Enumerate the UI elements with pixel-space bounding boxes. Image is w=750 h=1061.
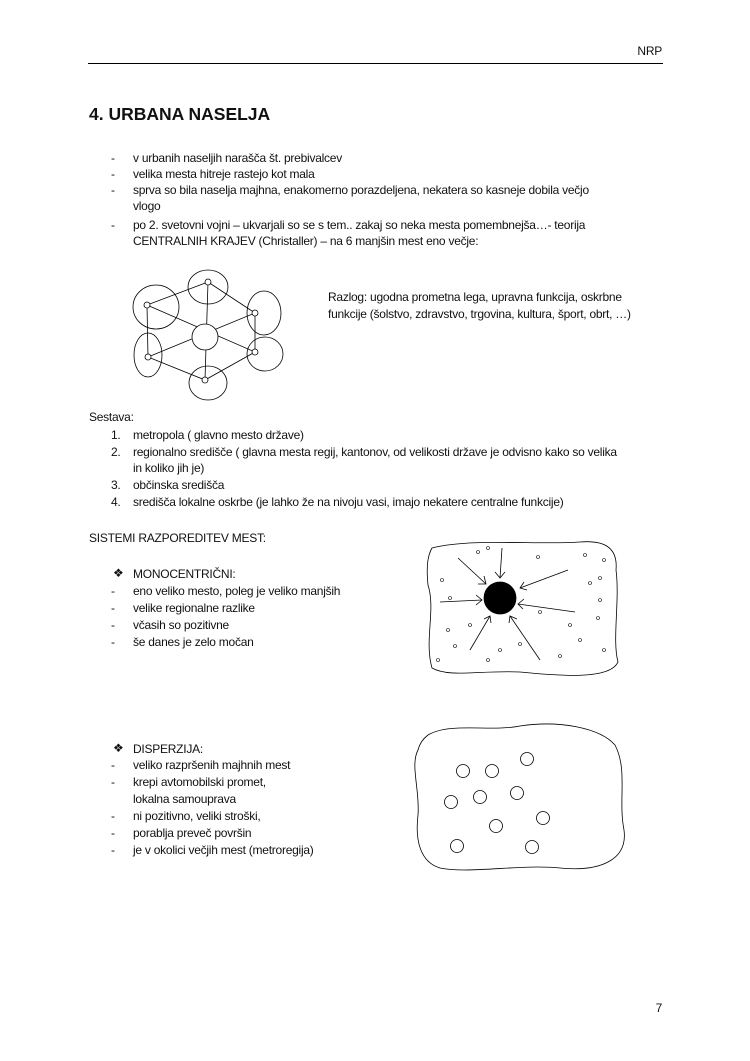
- list-item: je v okolici večjih mest (metroregija): [133, 843, 314, 857]
- bullet-dash: -: [111, 809, 115, 823]
- list-number: 2.: [111, 445, 121, 459]
- list-item: ni pozitivno, veliki stroški,: [133, 809, 261, 823]
- running-header: NRP: [637, 44, 662, 58]
- list-item: regionalno središče ( glavna mesta regij, kantonov, od velikosti države je odvisno kako so velika: [133, 445, 617, 459]
- list-item-cont: vlogo: [133, 199, 161, 213]
- list-number: 1.: [111, 428, 121, 442]
- list-item: sprva so bila naselja majhna, enakomerno porazdeljena, nekatera so kasneje dobila večjo: [133, 183, 589, 197]
- bullet-dash: -: [111, 601, 115, 615]
- central-city: [192, 324, 218, 350]
- list-item: porablja preveč površin: [133, 826, 252, 840]
- bullet-dash: -: [111, 218, 115, 232]
- dispersion-diagram: [405, 715, 635, 880]
- list-item: še danes je zelo močan: [133, 635, 254, 649]
- list-item: po 2. svetovni vojni – ukvarjali so se s tem.. zakaj so neka mesta pomembnejša…- teorija: [133, 218, 586, 232]
- list-item: velika mesta hitreje rastejo kot mala: [133, 167, 315, 181]
- bullet-dash: -: [111, 758, 115, 772]
- bullet-dash: -: [111, 635, 115, 649]
- list-item: središča lokalne oskrbe (je lahko že na nivoju vasi, imajo nekatere centralne funkcije): [133, 495, 564, 509]
- monocentric-diagram: [420, 535, 630, 685]
- bullet-dash: -: [111, 843, 115, 857]
- list-number: 3.: [111, 478, 121, 492]
- central-places-diagram: [110, 265, 290, 405]
- list-item: občinska središča: [133, 478, 225, 492]
- list-item: krepi avtomobilski promet,: [133, 775, 266, 789]
- bullet-dash: -: [111, 584, 115, 598]
- section-title: 4. URBANA NASELJA: [89, 104, 271, 124]
- header-rule: [88, 63, 663, 64]
- bullet-dash: -: [111, 826, 115, 840]
- list-item: veliko razpršenih majhnih mest: [133, 758, 291, 772]
- list-item-cont: in koliko jih je): [133, 461, 205, 475]
- bullet-dash: -: [111, 775, 115, 789]
- list-item: metropola ( glavno mesto države): [133, 428, 304, 442]
- list-item: v urbanih naseljih narašča št. prebivalcev: [133, 151, 342, 165]
- page-number: 7: [655, 1001, 662, 1015]
- monocentric-heading: MONOCENTRIČNI:: [133, 567, 236, 581]
- list-item: velike regionalne razlike: [133, 601, 255, 615]
- list-number: 4.: [111, 495, 121, 509]
- small-towns: [437, 547, 606, 662]
- bullet-dash: -: [111, 167, 115, 181]
- metropolis: [484, 582, 516, 614]
- reason-text: Razlog: ugodna prometna lega, upravna funkcija, oskrbne: [328, 290, 622, 304]
- reason-text: funkcije (šolstvo, zdravstvo, trgovina, kultura, šport, obrt, …): [328, 307, 631, 321]
- composition-label: Sestava:: [89, 410, 134, 424]
- bullet-dash: -: [111, 183, 115, 197]
- bullet-dash: -: [111, 151, 115, 165]
- bullet-dash: -: [111, 618, 115, 632]
- small-towns: [445, 753, 550, 854]
- diamond-bullet-icon: ❖: [113, 566, 124, 580]
- dispersion-heading: DISPERZIJA:: [133, 742, 203, 756]
- systems-heading: SISTEMI RAZPOREDITEV MEST:: [89, 531, 266, 545]
- list-item-cont: CENTRALNIH KRAJEV (Christaller) – na 6 manjšin mest eno večje:: [133, 234, 479, 248]
- list-item: eno veliko mesto, poleg je veliko manjših: [133, 584, 341, 598]
- diamond-bullet-icon: ❖: [113, 741, 124, 755]
- list-item: včasih so pozitivne: [133, 618, 229, 632]
- list-item-cont: lokalna samouprava: [133, 792, 236, 806]
